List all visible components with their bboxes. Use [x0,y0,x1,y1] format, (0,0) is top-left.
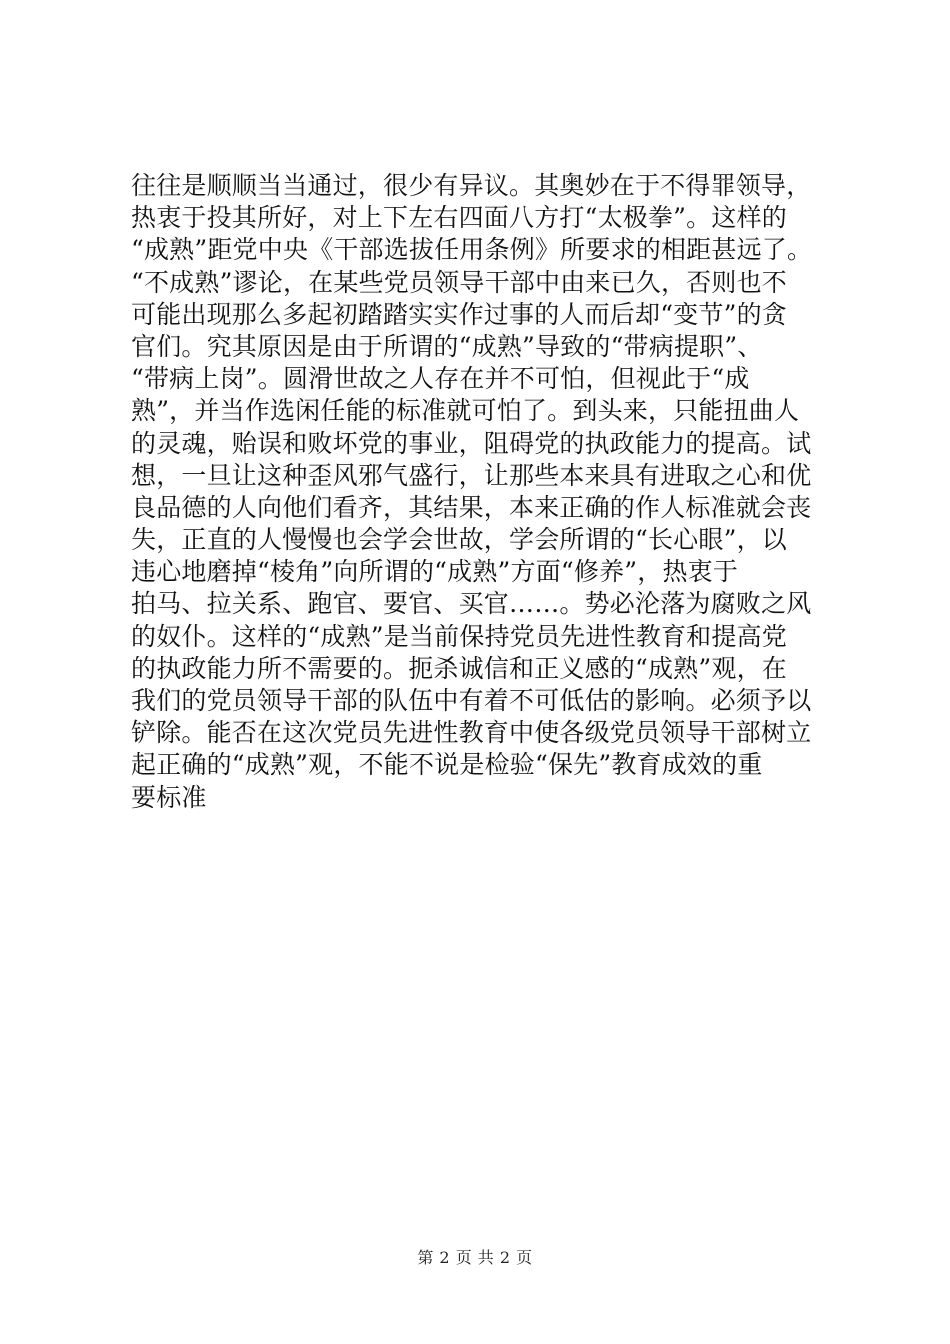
text-line: “带病上岗”。圆滑世故之人存在并不可怕，但视此于“成 [131,364,750,394]
text-line: 的灵魂，贻误和败坏党的事业，阻碍党的执政能力的提高。试 [131,428,812,458]
text-line: 想，一旦让这种歪风邪气盛行，让那些本来具有进取之心和优 [131,460,812,490]
page-footer [0,1245,950,1268]
text-line: 往往是顺顺当当通过，很少有异议。其奥妙在于不得罪领导， [131,171,812,200]
page-number: 第 2 页 共 2 页 [417,1248,533,1267]
text-line: 良品德的人向他们看齐，其结果，本来正确的作人标准就会丧 [131,492,812,522]
text-line: 熟”，并当作选闲任能的标准就可怕了。到头来，只能扭曲人 [131,396,800,426]
text-line: 违心地磨掉“棱角”向所谓的“成熟”方面“修养”，热衷于 [131,557,739,587]
text-line: “不成熟”谬论，在某些党员领导干部中由来已久，否则也不 [131,267,787,297]
text-line: 的执政能力所不需要的。扼杀诚信和正义感的“成熟”观，在 [131,653,787,683]
text-line: 可能出现那么多起初踏踏实实作过事的人而后却“变节”的贪 [131,299,787,329]
text-line: 起正确的“成熟”观，不能不说是检验“保先”教育成效的重 [131,750,763,780]
body-text [131,170,851,814]
text-line: 官们。究其原因是由于所谓的“成熟”导致的“带病提职”、 [131,331,763,361]
text-line: 失，正直的人慢慢也会学会世故，学会所谓的“长心眼”，以 [131,525,787,555]
text-line: 铲除。能否在这次党员先进性教育中使各级党员领导干部树立 [131,718,812,748]
text-line: 要标准 [131,782,207,812]
text-line: 我们的党员领导干部的队伍中有着不可低估的影响。必须予以 [131,686,812,715]
text-line: 的奴仆。这样的“成熟”是当前保持党员先进性教育和提高党 [131,621,787,651]
text-line: 拍马、拉关系、跑官、要官、买官……。势必沦落为腐败之风 [131,589,812,619]
text-line: “成熟”距党中央《干部选拔任用条例》所要求的相距甚远了。 [131,235,813,265]
text-line: 热衷于投其所好，对上下左右四面八方打“太极拳”。这样的 [131,203,787,233]
